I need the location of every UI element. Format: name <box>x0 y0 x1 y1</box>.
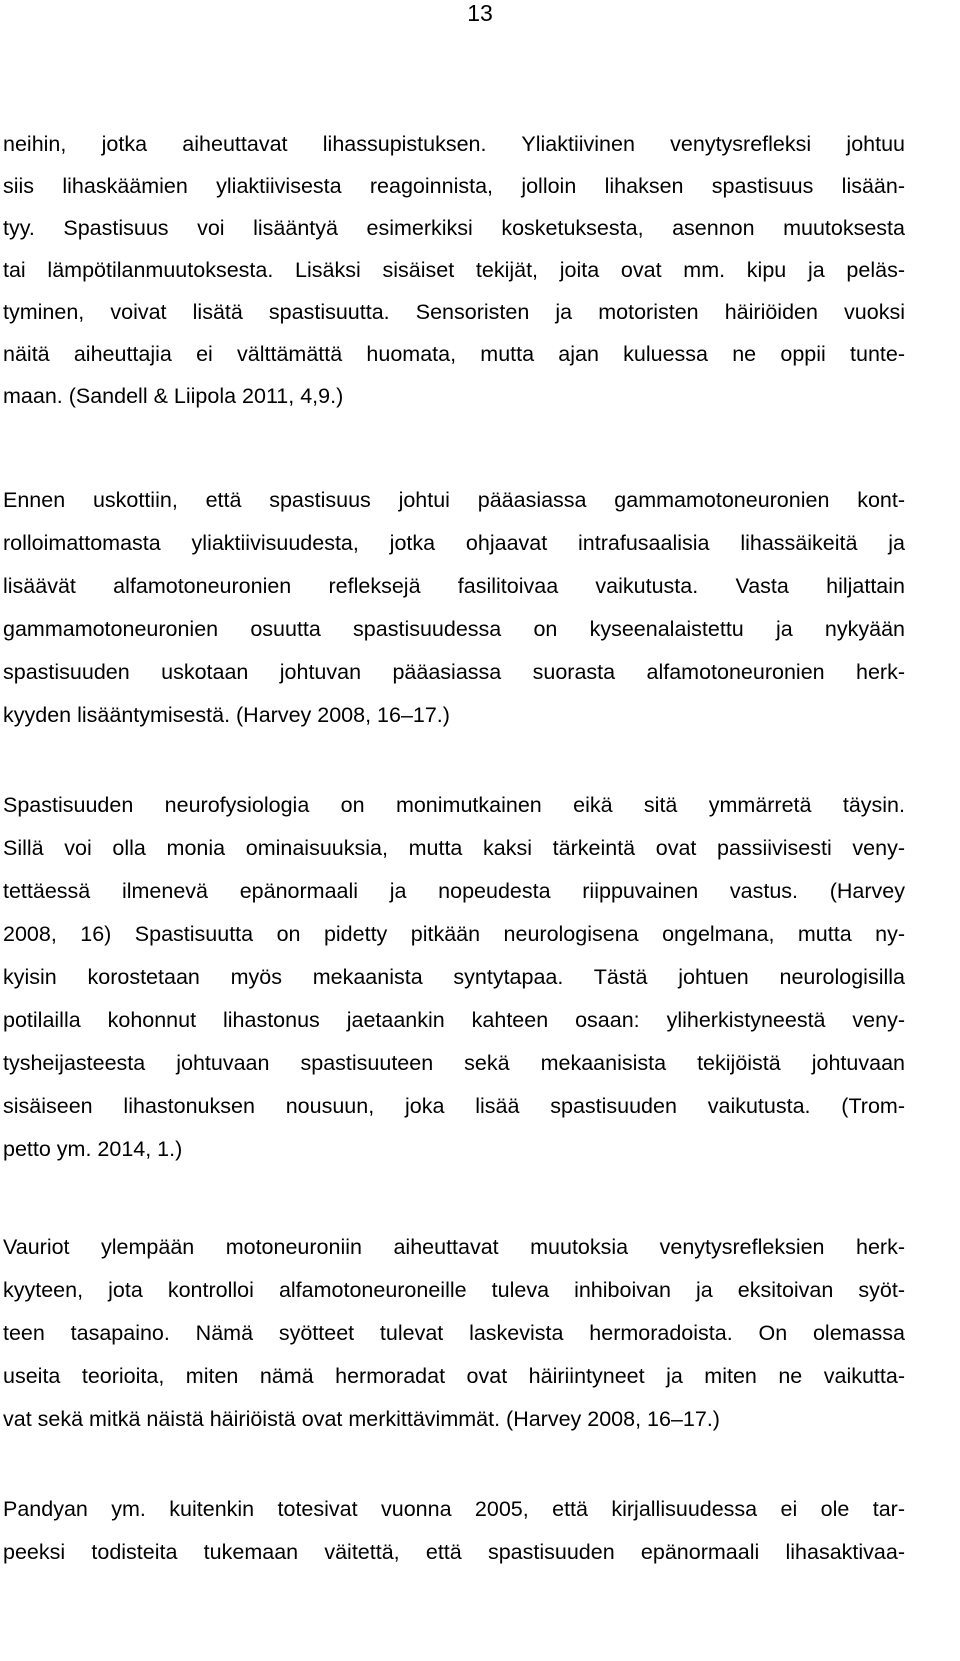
text-line: rolloimattomasta yliaktiivisuudesta, jotka ohjaavat intrafusaalisia lihassäikeitä ja <box>3 531 905 555</box>
text-line: näitä aiheuttajia ei välttämättä huomata, mutta ajan kuluessa ne oppii tunte- <box>3 342 905 366</box>
text-line: 2008, 16) Spastisuutta on pidetty pitkään neurologisena ongelmana, mutta ny- <box>3 922 905 946</box>
text-line: vat sekä mitkä näistä häiriöistä ovat merkittävimmät. (Harvey 2008, 16–17.) <box>3 1407 720 1431</box>
text-line: maan. (Sandell & Liipola 2011, 4,9.) <box>3 384 344 408</box>
text-line: sisäiseen lihastonuksen nousuun, joka lisää spastisuuden vaikutusta. (Trom- <box>3 1094 905 1118</box>
text-line: petto ym. 2014, 1.) <box>3 1137 183 1161</box>
text-line: tyy. Spastisuus voi lisääntyä esimerkiksi kosketuksesta, asennon muutoksesta <box>3 216 905 240</box>
text-line: Pandyan ym. kuitenkin totesivat vuonna 2005, että kirjallisuudessa ei ole tar- <box>3 1497 905 1521</box>
text-line: tettäessä ilmenevä epänormaali ja nopeudesta riippuvainen vastus. (Harvey <box>3 879 905 903</box>
text-line: teen tasapaino. Nämä syötteet tulevat laskevista hermoradoista. On olemassa <box>3 1321 905 1345</box>
text-line: peeksi todisteita tukemaan väitettä, että spastisuuden epänormaali lihasaktivaa- <box>3 1540 905 1564</box>
text-line: Vauriot ylempään motoneuroniin aiheuttavat muutoksia venytysrefleksien herk- <box>3 1235 905 1259</box>
page-number: 13 <box>467 0 493 26</box>
text-line: useita teorioita, miten nämä hermoradat ovat häiriintyneet ja miten ne vaikutta- <box>3 1364 905 1388</box>
text-line: neihin, jotka aiheuttavat lihassupistuksen. Yliaktiivinen venytysrefleksi johtuu <box>3 132 905 156</box>
text-line: gammamotoneuronien osuutta spastisuudessa on kyseenalaistettu ja nykyään <box>3 617 905 641</box>
text-line: siis lihaskäämien yliaktiivisesta reagoinnista, jolloin lihaksen spastisuus lisään- <box>3 174 905 198</box>
text-line: Sillä voi olla monia ominaisuuksia, mutta kaksi tärkeintä ovat passiivisesti veny- <box>3 836 905 860</box>
text-line: kyyteen, jota kontrolloi alfamotoneuroneille tuleva inhiboivan ja eksitoivan syöt- <box>3 1278 905 1302</box>
text-line: kyyden lisääntymisestä. (Harvey 2008, 16–17.) <box>3 703 450 727</box>
text-line: tai lämpötilanmuutoksesta. Lisäksi sisäiset tekijät, joita ovat mm. kipu ja peläs- <box>3 258 905 282</box>
text-line: potilailla kohonnut lihastonus jaetaankin kahteen osaan: yliherkistyneestä veny- <box>3 1008 905 1032</box>
text-line: kyisin korostetaan myös mekaanista syntytapaa. Tästä johtuen neurologisilla <box>3 965 905 989</box>
text-line: Ennen uskottiin, että spastisuus johtui pääasiassa gammamotoneuronien kont- <box>3 488 905 512</box>
text-line: lisäävät alfamotoneuronien refleksejä fasilitoivaa vaikutusta. Vasta hiljattain <box>3 574 905 598</box>
text-line: Spastisuuden neurofysiologia on monimutkainen eikä sitä ymmärretä täysin. <box>3 793 905 817</box>
text-line: spastisuuden uskotaan johtuvan pääasiassa suorasta alfamotoneuronien herk- <box>3 660 905 684</box>
text-line: tysheijasteesta johtuvaan spastisuuteen sekä mekaanisista tekijöistä johtuvaan <box>3 1051 905 1075</box>
text-line: tyminen, voivat lisätä spastisuutta. Sensoristen ja motoristen häiriöiden vuoksi <box>3 300 905 324</box>
